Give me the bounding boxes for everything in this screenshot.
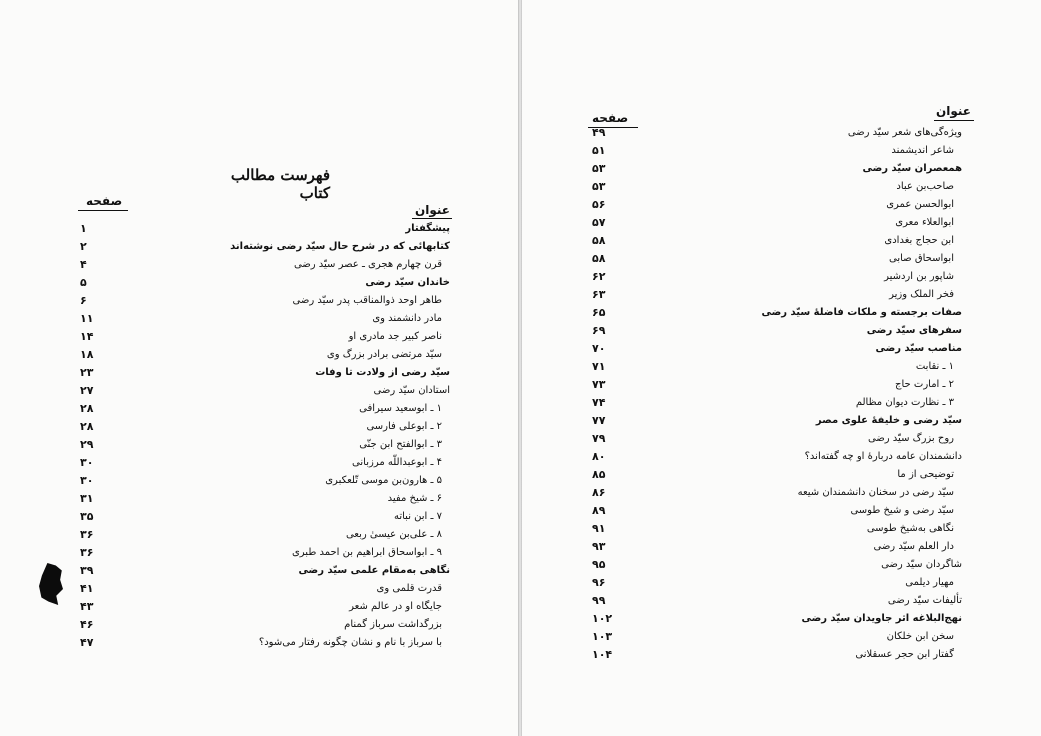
toc-page-number: ۲۳: [80, 366, 94, 379]
right-page: [522, 0, 1041, 736]
toc-page-number: ۲۹: [80, 438, 94, 451]
toc-entry-title: ۳ ـ ابوالفتح ابن جنّی: [359, 439, 442, 450]
toc-section-title: پیشگفتار: [405, 223, 450, 234]
toc-page-number: ۸۹: [592, 504, 606, 517]
toc-entry-title: گفتار ابن حجر عسقلانی: [855, 649, 954, 660]
toc-section-title: سیّد رضی و خلیفهٔ علوی مصر: [815, 415, 962, 426]
toc-section-title: سفرهای سیّد رضی: [866, 325, 962, 336]
title-column-header: عنوان: [415, 203, 450, 217]
toc-page-number: ۲: [80, 240, 87, 253]
toc-page-number: ۳۱: [80, 492, 94, 505]
toc-page-number: ۱۰۴: [592, 648, 613, 661]
toc-page-number: ۵۳: [592, 180, 606, 193]
page-number-column: [80, 220, 120, 652]
toc-page-number: ۵۷: [592, 216, 606, 229]
toc-entry-title: توضیحی از ما: [897, 469, 954, 480]
ink-blot: [39, 563, 63, 605]
toc-entry-title: ۵ ـ هارون‌بن موسی تّلعکبری: [325, 475, 442, 486]
toc-page-number: ۵۸: [592, 252, 606, 265]
toc-entry-title: مادر دانشمند وی: [372, 313, 442, 324]
toc-page-number: ۶۹: [592, 324, 606, 337]
toc-page-number: ۸۶: [592, 486, 606, 499]
page-column-header: صفحه: [592, 111, 629, 125]
toc-page-number: ۱۴: [80, 330, 94, 343]
toc-entry-title: شاعر اندیشمند: [891, 145, 954, 156]
toc-page-number: ۷۴: [592, 396, 606, 409]
toc-entry-title: جایگاه او در عالم شعر: [349, 601, 442, 612]
title-column: [712, 124, 962, 664]
toc-page-number: ۵۱: [592, 144, 606, 157]
toc-page-number: ۳۰: [80, 456, 94, 469]
toc-section-title: خاندان سیّد رضی: [365, 277, 450, 288]
toc-page-number: ۷۹: [592, 432, 606, 445]
toc-entry-title: طاهر اوحد ذوالمناقب پدر سیّد رضی: [292, 295, 442, 306]
toc-page-number: ۷۳: [592, 378, 606, 391]
toc-entry-title: ویژه‌گی‌های شعر سیّد رضی: [847, 127, 962, 138]
toc-page-number: ۲۸: [80, 420, 94, 433]
toc-entry-title: روح بزرگ سیّد رضی: [867, 433, 954, 444]
header-underline: [412, 218, 452, 219]
toc-section-title: نهج‌البلاغه اثر جاویدان سیّد رضی: [801, 613, 962, 624]
header-underline: [934, 120, 974, 121]
toc-entry-title: ۳ ـ نظارت دیوان مظالم: [855, 397, 954, 408]
toc-page-number: ۳۹: [80, 564, 94, 577]
toc-entry-title: ابن حجاج بغدادی: [884, 235, 954, 246]
toc-page-number: ۴۹: [592, 126, 606, 139]
toc-page-number: ۹۵: [592, 558, 606, 571]
title-column-header: عنوان: [936, 104, 971, 118]
toc-page-number: ۴۱: [80, 582, 94, 595]
toc-entry-title: ۲ ـ ابوعلی فارسی: [366, 421, 442, 432]
toc-entry-title: سیّد رضی در سخنان دانشمندان شیعه: [797, 487, 954, 498]
toc-section-title: همعصران سیّد رضی: [862, 163, 962, 174]
toc-entry-title: شاگردان سیّد رضی: [881, 559, 962, 570]
toc-entry-title: ابوالعلاء معری: [895, 217, 954, 228]
page-title: فهرست مطالب کتاب: [230, 166, 330, 202]
header-underline: [78, 210, 128, 211]
title-column: [200, 220, 450, 652]
toc-page-number: ۵۸: [592, 234, 606, 247]
toc-entry-title: شاپور بن اردشیر: [884, 271, 954, 282]
toc-entry-title: ابواسحاق صابی: [889, 253, 954, 264]
toc-section-title: کتابهائی که در شرح حال سیّد رضی نوشته‌اند: [230, 241, 450, 252]
toc-page-number: ۱۸: [80, 348, 94, 361]
toc-page-number: ۱۱: [80, 312, 94, 325]
toc-page-number: ۶۳: [592, 288, 606, 301]
toc-page-number: ۶۲: [592, 270, 606, 283]
toc-entry-title: استادان سیّد رضی: [373, 385, 450, 396]
toc-page-number: ۴۳: [80, 600, 94, 613]
toc-entry-title: ۸ ـ علی‌بن عیسیٰ ربعی: [345, 529, 442, 540]
toc-section-title: سیّد رضی از ولادت تا وفات: [315, 367, 450, 378]
toc-page-number: ۷۱: [592, 360, 606, 373]
page-number-column: [592, 124, 632, 664]
toc-page-number: ۳۵: [80, 510, 94, 523]
toc-page-number: ۵۶: [592, 198, 606, 211]
toc-page-number: ۹۱: [592, 522, 606, 535]
toc-page-number: ۷۰: [592, 342, 606, 355]
toc-entry-title: ۶ ـ شیخ مفید: [387, 493, 442, 504]
toc-page-number: ۶: [80, 294, 87, 307]
toc-entry-title: ۷ ـ ابن نباته: [393, 511, 442, 522]
toc-entry-title: سیّد مرتضی برادر بزرگ وی: [326, 349, 442, 360]
toc-page-number: ۳۶: [80, 528, 94, 541]
toc-entry-title: ابوالحسن عمری: [886, 199, 954, 210]
toc-page-number: ۸۵: [592, 468, 606, 481]
toc-page-number: ۲۷: [80, 384, 94, 397]
toc-entry-title: ناصر کبیر جد مادری او: [348, 331, 442, 342]
toc-page-number: ۶۵: [592, 306, 606, 319]
page-column-header: صفحه: [86, 194, 123, 208]
toc-entry-title: سیّد رضی و شیخ طوسی: [850, 505, 954, 516]
toc-page-number: ۵: [80, 276, 87, 289]
toc-page-number: ۵۳: [592, 162, 606, 175]
toc-entry-title: صاحب‌بن عباد: [896, 181, 954, 192]
toc-page-number: ۳۰: [80, 474, 94, 487]
toc-entry-title: نگاهی به‌شیخ طوسی: [866, 523, 954, 534]
toc-entry-title: سخن ابن خلکان: [886, 631, 954, 642]
toc-page-number: ۹۳: [592, 540, 606, 553]
left-page: [0, 0, 518, 736]
toc-entry-title: فخر الملک وزیر: [889, 289, 954, 300]
toc-page-number: ۷۷: [592, 414, 606, 427]
toc-entry-title: مهیار دیلمی: [905, 577, 954, 588]
toc-entry-title: با سرباز با نام و نشان چگونه رفتار می‌شود؟: [258, 637, 442, 648]
toc-page-number: ۴۷: [80, 636, 94, 649]
toc-entry-title: ۱ ـ نقابت: [915, 361, 954, 372]
toc-page-number: ۳۶: [80, 546, 94, 559]
toc-entry-title: ۲ ـ امارت حاج: [895, 379, 954, 390]
toc-entry-title: ۱ ـ ابوسعید سیرافی: [359, 403, 442, 414]
toc-entry-title: ۴ ـ ابوعبداللّه مرزبانی: [352, 457, 442, 468]
toc-entry-title: قدرت قلمی وی: [376, 583, 442, 594]
toc-section-title: مناصب سیّد رضی: [875, 343, 962, 354]
toc-section-title: صفات برجسته و ملکات فاضلهٔ سیّد رضی: [761, 307, 962, 318]
toc-entry-title: ۹ ـ ابواسحاق ابراهیم بن احمد طبری: [291, 547, 442, 558]
toc-section-title: نگاهی به‌مقام علمی سیّد رضی: [298, 565, 450, 576]
toc-entry-title: قرن چهارم هجری ـ عصر سیّد رضی: [293, 259, 442, 270]
toc-page-number: ۱۰۳: [592, 630, 613, 643]
toc-page-number: ۹۹: [592, 594, 606, 607]
toc-page-number: ۱۰۲: [592, 612, 613, 625]
toc-entry-title: دار العلم سیّد رضی: [873, 541, 954, 552]
toc-page-number: ۱: [80, 222, 87, 235]
toc-entry-title: دانشمندان عامه دربارهٔ او چه گفته‌اند؟: [804, 451, 962, 462]
toc-page-number: ۹۶: [592, 576, 606, 589]
toc-page-number: ۲۸: [80, 402, 94, 415]
toc-page-number: ۴۶: [80, 618, 94, 631]
toc-page-number: ۴: [80, 258, 87, 271]
toc-page-number: ۸۰: [592, 450, 606, 463]
toc-entry-title: بزرگداشت سرباز گمنام: [344, 619, 442, 630]
toc-entry-title: تألیفات سیّد رضی: [887, 595, 962, 606]
